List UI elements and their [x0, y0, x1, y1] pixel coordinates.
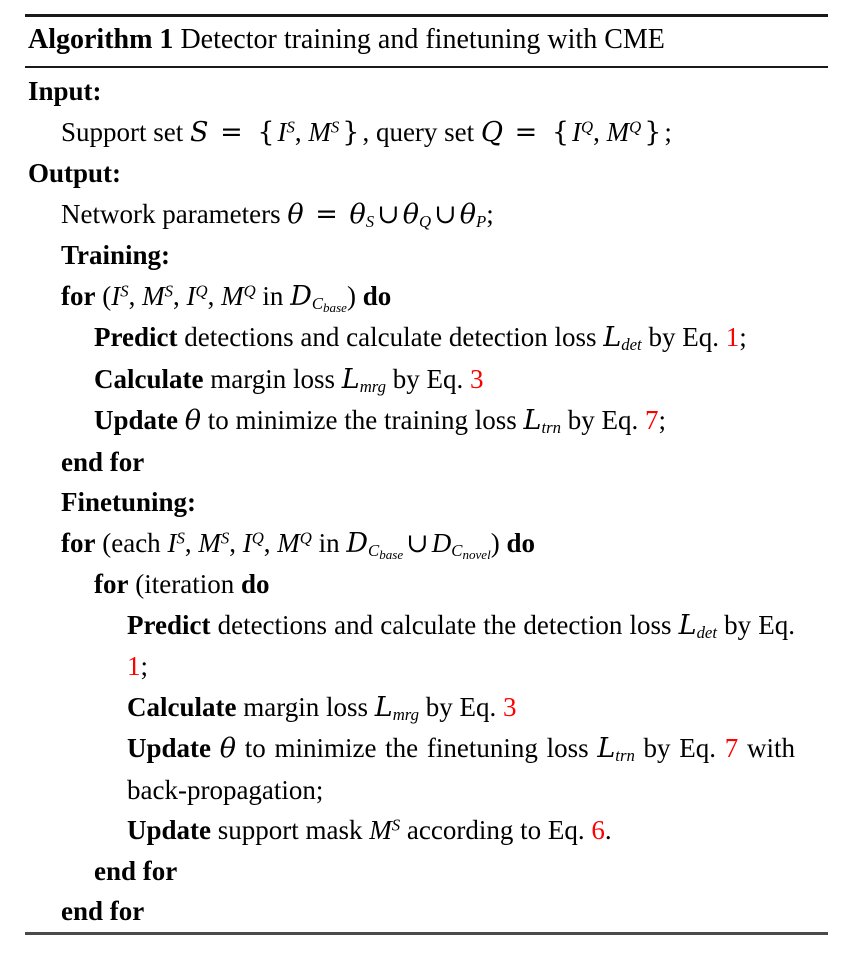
comma-3: ,: [128, 280, 143, 311]
eq-ref-3: 3: [470, 363, 484, 394]
query-set-symbol: Q: [480, 116, 504, 148]
output-label: Output:: [28, 158, 122, 188]
line-for-finetuning: [58, 523, 828, 565]
theta-p: θ: [459, 198, 476, 230]
superscript-s-4: S: [164, 280, 173, 300]
update-mask-by: according to Eq.: [400, 815, 592, 845]
mask-symbol: M: [369, 815, 392, 845]
eq-ref-1-ft: 1: [127, 651, 141, 681]
loss-mrg-subscript: mrg: [359, 376, 387, 396]
comma-5: ,: [207, 280, 222, 311]
comma-6: ,: [184, 527, 199, 558]
loss-det-subscript: det: [621, 335, 642, 355]
theta-symbol-update-ft: θ: [219, 733, 237, 764]
eq-ref-6: 6: [591, 815, 605, 845]
subscript-c-letter-ft: C: [368, 540, 380, 560]
union-symbol-2: ∪: [434, 198, 457, 230]
line-end-for-outer: [58, 891, 828, 932]
period-1: .: [604, 815, 612, 845]
superscript-q: Q: [581, 116, 594, 136]
line-end-for-training: [58, 442, 828, 483]
line-update-finetuning: [124, 728, 795, 810]
subscript-s: S: [365, 211, 375, 231]
keyword-for-finetuning: for: [61, 527, 96, 558]
loss-mrg-symbol: L: [341, 363, 360, 395]
var-image-query: I: [186, 280, 196, 311]
image-support: I: [277, 116, 287, 147]
loss-det-symbol: L: [603, 322, 622, 353]
keyword-end-for-training: end for: [61, 446, 145, 477]
superscript-s: S: [286, 116, 295, 136]
line-training-label: [58, 235, 828, 276]
line-predict-training: [91, 317, 794, 359]
finetuning-label: Finetuning:: [61, 487, 197, 517]
dataset-subscript-base: base: [323, 299, 347, 315]
subscript-p: P: [475, 211, 487, 231]
comma-8: ,: [263, 527, 278, 558]
keyword-calculate-training: Calculate: [94, 363, 204, 394]
keyword-end-for-inner: end for: [94, 855, 178, 886]
line-network-parameters: [58, 194, 828, 236]
training-label: Training:: [61, 240, 171, 270]
superscript-q-4: Q: [243, 280, 256, 300]
calculate-finetuning-by: by Eq.: [419, 691, 504, 722]
calculate-finetuning-text: margin loss: [236, 691, 375, 722]
union-symbol-1: ∪: [377, 198, 400, 230]
theta-symbol: θ: [287, 198, 304, 230]
update-training-text: to minimize the training loss: [201, 405, 524, 435]
theta-support: θ: [349, 198, 366, 230]
line-input-label: [25, 71, 828, 112]
paren-close-training: ): [346, 280, 363, 311]
keyword-in: in: [255, 280, 291, 311]
line-calculate-training: [91, 359, 828, 401]
superscript-q-5: Q: [251, 527, 264, 547]
update-finetuning-text: to minimize the finetuning loss: [236, 733, 598, 763]
line-update-support-mask: [124, 810, 828, 851]
calculate-training-by: by Eq.: [386, 363, 471, 394]
superscript-q-6: Q: [299, 527, 312, 547]
keyword-for-iteration: for: [94, 569, 129, 599]
keyword-calculate-finetuning: Calculate: [127, 691, 237, 722]
superscript-s-6: S: [220, 527, 230, 547]
algorithm-title: [25, 17, 828, 64]
loss-mrg-subscript-ft: mrg: [392, 704, 420, 724]
eq-ref-3-ft: 3: [503, 691, 517, 722]
comma-1: ,: [294, 116, 309, 147]
keyword-predict-finetuning: Predict: [127, 609, 211, 640]
line-support-set: [58, 112, 828, 154]
var-mask-query: M: [221, 280, 244, 311]
for-iteration-text: (iteration: [128, 569, 241, 599]
dataset-base-subscript-ft: [368, 541, 403, 560]
loss-det-symbol-ft: L: [678, 609, 697, 641]
var-image-support-ft: I: [167, 527, 177, 558]
input-label: Input:: [28, 76, 102, 106]
semicolon-3: ;: [739, 322, 747, 352]
eq-ref-1: 1: [725, 322, 740, 352]
subscript-novel: novel: [462, 546, 491, 562]
support-prefix: Support set: [61, 116, 191, 147]
var-mask-support-ft: M: [198, 527, 221, 558]
algorithm-body: [25, 68, 828, 932]
brace-open: {: [257, 116, 275, 148]
keyword-do-training: do: [362, 280, 392, 311]
subscript-q: Q: [419, 211, 432, 231]
loss-trn-subscript-ft: trn: [615, 746, 635, 766]
line-finetuning-label: [58, 482, 828, 523]
semicolon-1: ;: [664, 116, 672, 147]
line-for-iteration: [91, 564, 828, 605]
superscript-q-3: Q: [195, 280, 208, 300]
mask-superscript-s: S: [391, 815, 401, 835]
subscript-c-letter: C: [311, 293, 324, 313]
subscript-base-ft: base: [379, 546, 404, 562]
loss-trn-symbol: L: [523, 405, 542, 436]
predict-training-text: detections and calculate detection loss: [177, 322, 604, 352]
semicolon-4: ;: [658, 405, 666, 435]
keyword-for-training: for: [61, 280, 96, 311]
keyword-update-finetuning: Update: [127, 733, 212, 763]
comma-4: ,: [172, 280, 187, 311]
var-mask-query-ft: M: [277, 527, 300, 558]
var-image-support: I: [111, 280, 121, 311]
dataset-base-symbol: D: [290, 280, 312, 312]
paren-open-training: (: [95, 280, 112, 311]
brace-open-2: {: [551, 116, 570, 148]
keyword-do-finetuning: do: [506, 527, 535, 558]
line-predict-finetuning: [124, 605, 795, 687]
image-query: I: [572, 116, 582, 147]
calculate-training-text: margin loss: [203, 363, 342, 394]
dataset-base-symbol-ft: D: [346, 527, 369, 559]
keyword-in-ft: in: [311, 527, 347, 558]
algorithm-label: Algorithm 1: [28, 24, 174, 55]
update-finetuning-by: by Eq.: [634, 733, 725, 763]
mask-query: M: [606, 116, 630, 147]
keyword-end-for-outer: end for: [61, 896, 145, 926]
update-training-by: by Eq.: [560, 405, 645, 435]
comma-2: ,: [593, 116, 607, 147]
eq-ref-7: 7: [644, 405, 659, 435]
subscript-c-letter-novel: C: [451, 540, 463, 560]
dataset-novel-subscript: [451, 541, 490, 560]
loss-trn-subscript: trn: [541, 418, 561, 438]
mask-support: M: [308, 116, 331, 147]
line-end-for-inner: [91, 851, 828, 892]
comma-7: ,: [229, 527, 243, 558]
network-params-prefix: Network parameters: [61, 198, 288, 229]
brace-close: }: [342, 116, 360, 148]
loss-mrg-symbol-ft: L: [374, 691, 393, 723]
union-symbol-3: ∪: [406, 527, 429, 559]
theta-query: θ: [402, 198, 419, 230]
line-update-training: [91, 400, 828, 442]
predict-training-by: by Eq.: [641, 322, 726, 352]
theta-symbol-update: θ: [184, 405, 202, 436]
paren-open-finetuning: (each: [95, 527, 168, 558]
line-calculate-finetuning: [124, 687, 828, 729]
equals-sign-2: =: [506, 116, 546, 148]
query-set-prefix: , query set: [362, 116, 481, 147]
line-for-training: [58, 276, 828, 318]
update-mask-text: support mask: [211, 815, 370, 845]
paren-close-finetuning: ): [490, 527, 507, 558]
dataset-subscript-c: [312, 294, 347, 313]
algorithm-title-desc: Detector training and finetuning with CME: [180, 24, 665, 55]
algorithm-block: [25, 14, 828, 935]
superscript-q-2: Q: [629, 116, 642, 136]
keyword-predict-training: Predict: [94, 322, 178, 352]
dataset-novel-symbol: D: [431, 527, 452, 558]
bottom-rule: [25, 932, 828, 935]
equals-sign-3: =: [306, 198, 347, 230]
update-finetuning-suffix: with back-propagation;: [127, 733, 795, 805]
keyword-update-mask: Update: [127, 815, 212, 845]
predict-finetuning-by: by Eq.: [717, 609, 795, 640]
keyword-do-iteration: do: [240, 569, 270, 599]
superscript-s-3: S: [120, 280, 129, 300]
semicolon-5: ;: [140, 651, 149, 681]
superscript-s-5: S: [176, 527, 185, 547]
support-set-symbol: S: [190, 116, 209, 148]
loss-det-subscript-ft: det: [696, 622, 718, 642]
var-mask-support: M: [142, 280, 165, 311]
line-output-label: [25, 153, 828, 194]
var-image-query-ft: I: [242, 527, 252, 558]
superscript-s-2: S: [330, 116, 340, 136]
keyword-update-training: Update: [94, 405, 179, 435]
brace-close-2: }: [644, 116, 662, 148]
equals-sign: =: [211, 116, 252, 148]
semicolon-2: ;: [486, 198, 494, 229]
loss-trn-symbol-ft: L: [597, 733, 616, 764]
predict-finetuning-text: detections and calculate the detection loss: [210, 609, 679, 640]
eq-ref-7-ft: 7: [724, 733, 739, 763]
